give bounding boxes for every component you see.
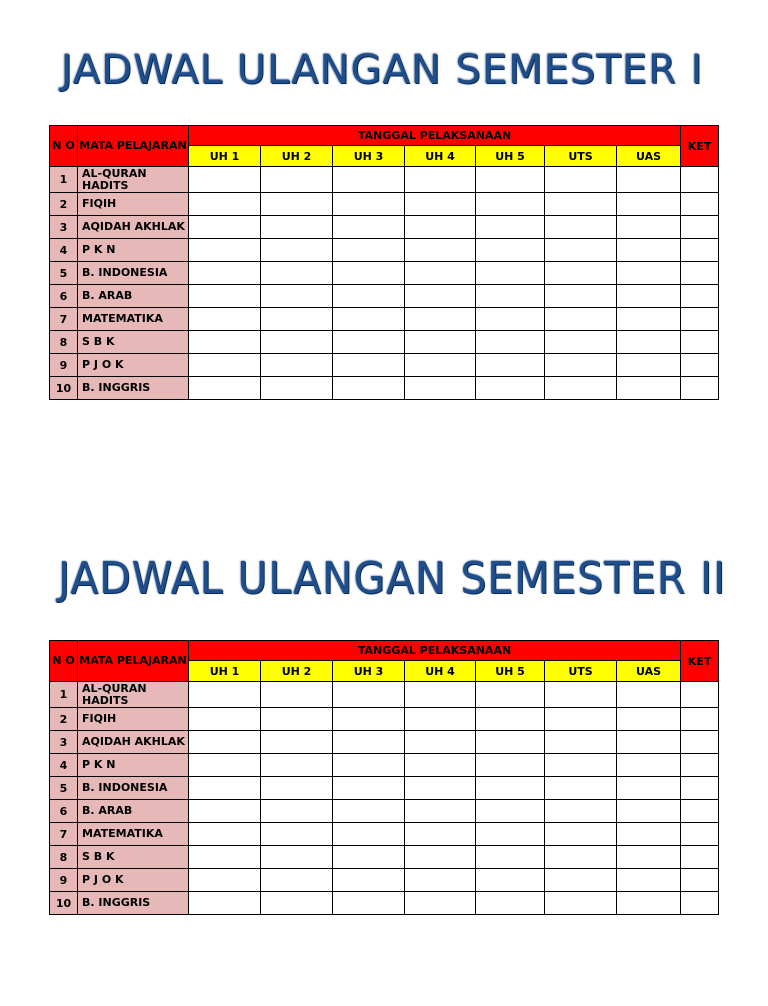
date-cell[interactable]: [405, 262, 476, 285]
header-date-group: TANGGAL PELAKSANAAN: [189, 126, 681, 146]
date-cell[interactable]: [261, 869, 333, 892]
table-head: [50, 641, 719, 682]
table-row: [50, 216, 719, 239]
date-cell[interactable]: [545, 731, 617, 754]
date-cell[interactable]: [405, 331, 476, 354]
date-cell[interactable]: [261, 285, 333, 308]
row-number: 2: [50, 708, 78, 731]
date-cell[interactable]: [261, 193, 333, 216]
table-row: [50, 331, 719, 354]
ket-cell[interactable]: [681, 754, 719, 777]
row-subject: P J O K: [78, 869, 189, 892]
date-cell[interactable]: [617, 308, 681, 331]
date-cell[interactable]: [261, 731, 333, 754]
header-uh3: UH 3: [333, 661, 405, 682]
header-uh1: UH 1: [189, 661, 261, 682]
date-cell[interactable]: [261, 216, 333, 239]
date-cell[interactable]: [617, 892, 681, 915]
date-cell[interactable]: [405, 682, 476, 708]
header-uh3: UH 3: [333, 146, 405, 167]
date-cell[interactable]: [617, 869, 681, 892]
header-no: N O: [50, 641, 78, 682]
date-cell[interactable]: [617, 331, 681, 354]
date-cell[interactable]: [476, 167, 545, 193]
date-cell[interactable]: [261, 682, 333, 708]
date-cell[interactable]: [617, 193, 681, 216]
date-cell[interactable]: [261, 754, 333, 777]
date-cell[interactable]: [333, 754, 405, 777]
date-cell[interactable]: [333, 846, 405, 869]
date-cell[interactable]: [617, 823, 681, 846]
header-uas: UAS: [617, 661, 681, 682]
date-cell[interactable]: [189, 308, 261, 331]
date-cell[interactable]: [405, 708, 476, 731]
row-number: 1: [50, 682, 78, 708]
date-cell[interactable]: [189, 331, 261, 354]
date-cell[interactable]: [189, 285, 261, 308]
row-subject: FIQIH: [78, 193, 189, 216]
row-number: 6: [50, 285, 78, 308]
date-cell[interactable]: [333, 800, 405, 823]
date-cell[interactable]: [545, 823, 617, 846]
date-cell[interactable]: [617, 731, 681, 754]
ket-cell[interactable]: [681, 731, 719, 754]
date-cell[interactable]: [617, 777, 681, 800]
date-cell[interactable]: [333, 331, 405, 354]
date-cell[interactable]: [189, 167, 261, 193]
table-row: [50, 682, 719, 708]
header-subject: MATA PELAJARAN: [78, 641, 189, 682]
date-cell[interactable]: [189, 216, 261, 239]
ket-cell[interactable]: [681, 193, 719, 216]
row-subject: P J O K: [78, 354, 189, 377]
table-row: [50, 193, 719, 216]
row-subject: AQIDAH AKHLAK: [78, 216, 189, 239]
date-cell[interactable]: [617, 800, 681, 823]
date-cell[interactable]: [405, 285, 476, 308]
header-uh5: UH 5: [476, 146, 545, 167]
header-uh2: UH 2: [261, 661, 333, 682]
header-uh2: UH 2: [261, 146, 333, 167]
date-cell[interactable]: [405, 754, 476, 777]
row-number: 8: [50, 846, 78, 869]
table-row: [50, 377, 719, 400]
date-cell[interactable]: [261, 239, 333, 262]
table-row: [50, 262, 719, 285]
date-cell[interactable]: [545, 262, 617, 285]
date-cell[interactable]: [261, 262, 333, 285]
date-cell[interactable]: [189, 823, 261, 846]
date-cell[interactable]: [617, 754, 681, 777]
date-cell[interactable]: [476, 708, 545, 731]
row-subject: AL-QURAN HADITS: [78, 682, 189, 708]
row-number: 3: [50, 216, 78, 239]
row-number: 3: [50, 731, 78, 754]
row-subject: B. ARAB: [78, 800, 189, 823]
row-subject: MATEMATIKA: [78, 823, 189, 846]
date-cell[interactable]: [476, 846, 545, 869]
date-cell[interactable]: [405, 731, 476, 754]
date-cell[interactable]: [545, 892, 617, 915]
date-cell[interactable]: [405, 777, 476, 800]
date-cell[interactable]: [333, 708, 405, 731]
date-cell[interactable]: [261, 377, 333, 400]
table-row: [50, 800, 719, 823]
date-cell[interactable]: [405, 308, 476, 331]
ket-cell[interactable]: [681, 167, 719, 193]
date-cell[interactable]: [189, 731, 261, 754]
date-cell[interactable]: [545, 682, 617, 708]
table-row: [50, 285, 719, 308]
date-cell[interactable]: [189, 754, 261, 777]
ket-cell[interactable]: [681, 308, 719, 331]
date-cell[interactable]: [189, 869, 261, 892]
date-cell[interactable]: [476, 193, 545, 216]
header-no: N O: [50, 126, 78, 167]
date-cell[interactable]: [476, 354, 545, 377]
date-cell[interactable]: [333, 193, 405, 216]
row-subject: B. ARAB: [78, 285, 189, 308]
date-cell[interactable]: [617, 354, 681, 377]
date-cell[interactable]: [476, 731, 545, 754]
date-cell[interactable]: [333, 308, 405, 331]
table-row: [50, 308, 719, 331]
date-cell[interactable]: [189, 800, 261, 823]
row-number: 7: [50, 308, 78, 331]
date-cell[interactable]: [261, 823, 333, 846]
ket-cell[interactable]: [681, 682, 719, 708]
date-cell[interactable]: [545, 239, 617, 262]
header-ket: KET: [681, 641, 719, 682]
row-number: 1: [50, 167, 78, 193]
row-subject: B. INDONESIA: [78, 262, 189, 285]
date-cell[interactable]: [333, 285, 405, 308]
row-subject: AQIDAH AKHLAK: [78, 731, 189, 754]
ket-cell[interactable]: [681, 823, 719, 846]
date-cell[interactable]: [617, 682, 681, 708]
date-cell[interactable]: [189, 377, 261, 400]
date-cell[interactable]: [405, 354, 476, 377]
row-number: 10: [50, 377, 78, 400]
row-number: 2: [50, 193, 78, 216]
row-subject: AL-QURAN HADITS: [78, 167, 189, 193]
date-cell[interactable]: [476, 308, 545, 331]
date-cell[interactable]: [189, 777, 261, 800]
table-row: [50, 731, 719, 754]
date-cell[interactable]: [545, 708, 617, 731]
ket-cell[interactable]: [681, 846, 719, 869]
row-number: 6: [50, 800, 78, 823]
ket-cell[interactable]: [681, 377, 719, 400]
date-cell[interactable]: [476, 216, 545, 239]
row-number: 9: [50, 354, 78, 377]
date-cell[interactable]: [261, 354, 333, 377]
ket-cell[interactable]: [681, 892, 719, 915]
table-row: [50, 777, 719, 800]
date-cell[interactable]: [617, 216, 681, 239]
row-subject: FIQIH: [78, 708, 189, 731]
date-cell[interactable]: [189, 354, 261, 377]
date-cell[interactable]: [545, 354, 617, 377]
date-cell[interactable]: [189, 193, 261, 216]
row-subject: P K N: [78, 754, 189, 777]
ket-cell[interactable]: [681, 354, 719, 377]
table-row: [50, 869, 719, 892]
date-cell[interactable]: [261, 800, 333, 823]
date-cell[interactable]: [545, 777, 617, 800]
header-uts: UTS: [545, 146, 617, 167]
table-row: [50, 846, 719, 869]
date-cell[interactable]: [189, 682, 261, 708]
date-cell[interactable]: [617, 846, 681, 869]
schedule-table-semester-2: [49, 640, 719, 915]
table-row: [50, 354, 719, 377]
date-cell[interactable]: [476, 800, 545, 823]
date-cell[interactable]: [617, 262, 681, 285]
ket-cell[interactable]: [681, 869, 719, 892]
date-cell[interactable]: [261, 846, 333, 869]
date-cell[interactable]: [476, 682, 545, 708]
header-date-group: TANGGAL PELAKSANAAN: [189, 641, 681, 661]
date-cell[interactable]: [405, 846, 476, 869]
date-cell[interactable]: [476, 262, 545, 285]
date-cell[interactable]: [333, 216, 405, 239]
date-cell[interactable]: [617, 377, 681, 400]
date-cell[interactable]: [545, 754, 617, 777]
date-cell[interactable]: [617, 285, 681, 308]
ket-cell[interactable]: [681, 216, 719, 239]
date-cell[interactable]: [545, 846, 617, 869]
row-subject: P K N: [78, 239, 189, 262]
date-cell[interactable]: [189, 846, 261, 869]
date-cell[interactable]: [476, 777, 545, 800]
table-row: [50, 167, 719, 193]
header-uh5: UH 5: [476, 661, 545, 682]
page-title-semester-1: JADWAL ULANGAN SEMESTER I: [60, 47, 704, 93]
date-cell[interactable]: [333, 892, 405, 915]
row-number: 9: [50, 869, 78, 892]
date-cell[interactable]: [476, 239, 545, 262]
date-cell[interactable]: [476, 892, 545, 915]
table-head: [50, 126, 719, 167]
ket-cell[interactable]: [681, 239, 719, 262]
ket-cell[interactable]: [681, 800, 719, 823]
date-cell[interactable]: [405, 239, 476, 262]
ket-cell[interactable]: [681, 262, 719, 285]
date-cell[interactable]: [261, 167, 333, 193]
date-cell[interactable]: [333, 682, 405, 708]
date-cell[interactable]: [189, 262, 261, 285]
ket-cell[interactable]: [681, 285, 719, 308]
row-number: 5: [50, 262, 78, 285]
table-row: [50, 754, 719, 777]
date-cell[interactable]: [189, 239, 261, 262]
row-number: 4: [50, 754, 78, 777]
date-cell[interactable]: [405, 869, 476, 892]
table-row: [50, 239, 719, 262]
date-cell[interactable]: [405, 167, 476, 193]
schedule-table-semester-1: [49, 125, 719, 400]
page-title-semester-2: JADWAL ULANGAN SEMESTER II: [57, 553, 727, 604]
date-cell[interactable]: [545, 331, 617, 354]
date-cell[interactable]: [405, 823, 476, 846]
date-cell[interactable]: [476, 331, 545, 354]
date-cell[interactable]: [333, 823, 405, 846]
date-cell[interactable]: [333, 262, 405, 285]
date-cell[interactable]: [405, 800, 476, 823]
date-cell[interactable]: [617, 708, 681, 731]
date-cell[interactable]: [333, 731, 405, 754]
date-cell[interactable]: [476, 377, 545, 400]
date-cell[interactable]: [545, 285, 617, 308]
header-subject: MATA PELAJARAN: [78, 126, 189, 167]
date-cell[interactable]: [333, 377, 405, 400]
date-cell[interactable]: [189, 892, 261, 915]
ket-cell[interactable]: [681, 777, 719, 800]
header-uas: UAS: [617, 146, 681, 167]
row-subject: MATEMATIKA: [78, 308, 189, 331]
date-cell[interactable]: [261, 331, 333, 354]
date-cell[interactable]: [333, 777, 405, 800]
date-cell[interactable]: [189, 708, 261, 731]
date-cell[interactable]: [261, 777, 333, 800]
date-cell[interactable]: [405, 193, 476, 216]
header-uts: UTS: [545, 661, 617, 682]
date-cell[interactable]: [545, 377, 617, 400]
table-row: [50, 892, 719, 915]
date-cell[interactable]: [261, 708, 333, 731]
row-number: 4: [50, 239, 78, 262]
date-cell[interactable]: [476, 754, 545, 777]
date-cell[interactable]: [545, 216, 617, 239]
date-cell[interactable]: [545, 308, 617, 331]
date-cell[interactable]: [476, 285, 545, 308]
date-cell[interactable]: [333, 167, 405, 193]
header-ket: KET: [681, 126, 719, 167]
row-number: 5: [50, 777, 78, 800]
date-cell[interactable]: [333, 354, 405, 377]
date-cell[interactable]: [261, 892, 333, 915]
row-subject: B. INDONESIA: [78, 777, 189, 800]
table-row: [50, 708, 719, 731]
row-number: 7: [50, 823, 78, 846]
table-body: [50, 167, 719, 400]
ket-cell[interactable]: [681, 708, 719, 731]
date-cell[interactable]: [261, 308, 333, 331]
date-cell[interactable]: [476, 823, 545, 846]
date-cell[interactable]: [617, 167, 681, 193]
date-cell[interactable]: [545, 869, 617, 892]
header-uh1: UH 1: [189, 146, 261, 167]
date-cell[interactable]: [545, 193, 617, 216]
row-number: 10: [50, 892, 78, 915]
date-cell[interactable]: [405, 216, 476, 239]
row-subject: S B K: [78, 846, 189, 869]
date-cell[interactable]: [545, 800, 617, 823]
header-uh4: UH 4: [405, 661, 476, 682]
date-cell[interactable]: [476, 869, 545, 892]
table-body: [50, 682, 719, 915]
date-cell[interactable]: [617, 239, 681, 262]
date-cell[interactable]: [405, 377, 476, 400]
table-row: [50, 823, 719, 846]
date-cell[interactable]: [405, 892, 476, 915]
date-cell[interactable]: [545, 167, 617, 193]
row-subject: B. INGGRIS: [78, 377, 189, 400]
header-uh4: UH 4: [405, 146, 476, 167]
date-cell[interactable]: [333, 239, 405, 262]
ket-cell[interactable]: [681, 331, 719, 354]
row-number: 8: [50, 331, 78, 354]
row-subject: S B K: [78, 331, 189, 354]
date-cell[interactable]: [333, 869, 405, 892]
row-subject: B. INGGRIS: [78, 892, 189, 915]
